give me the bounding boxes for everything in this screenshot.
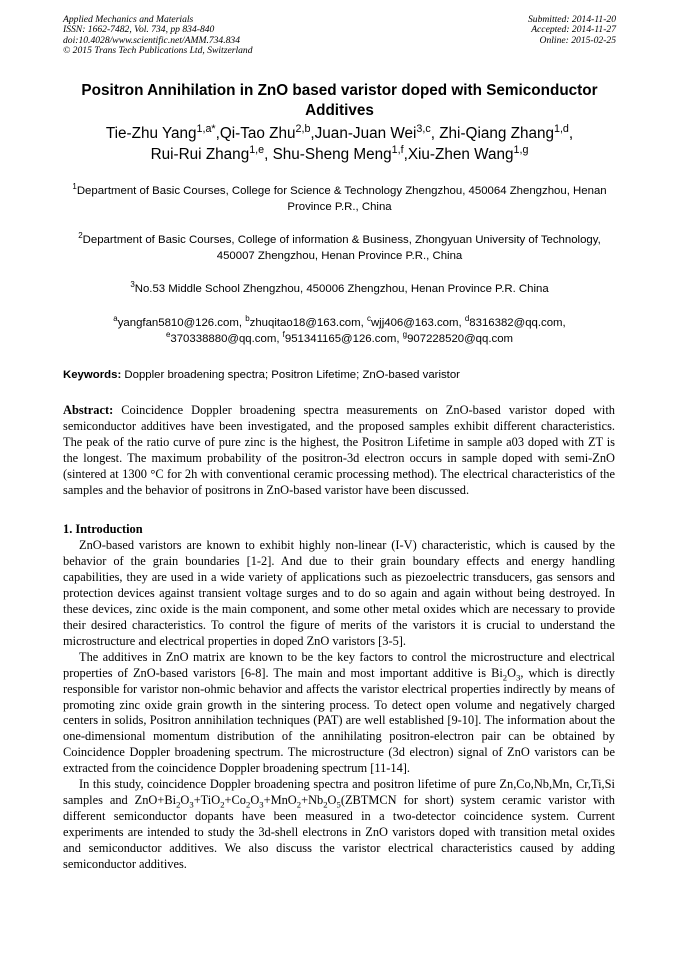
email-mark: d: [464, 314, 470, 324]
email-list: [63, 315, 616, 347]
paragraph-text: The additives in ZnO matrix are known to be the key factors to control the microstructure and electrical properties of ZnO-based varistors [6-8]. The main and most important additive is Bi: [63, 649, 615, 680]
email-address: zhuqitao18@163.com: [249, 317, 361, 329]
author-name: Zhi-Qiang Zhang: [439, 125, 554, 142]
email-separator: ,: [458, 317, 465, 329]
abstract: [63, 403, 615, 499]
issn-line: ISSN: 1662-7482, Vol. 734, pp 834-840: [63, 24, 215, 36]
formula-subscript: 2: [176, 799, 181, 810]
email-separator: ,: [276, 333, 283, 345]
author-affiliation-mark: 1,g: [513, 143, 529, 156]
formula-subscript: 2: [220, 799, 225, 810]
author-affiliation-mark: 1,a*: [196, 122, 216, 135]
email-separator: ,: [360, 317, 367, 329]
paragraph-text: +MnO: [263, 793, 297, 808]
paragraph-text: O: [327, 793, 337, 808]
abstract-label: Abstract:: [63, 403, 114, 417]
email-separator: ,: [396, 333, 403, 345]
accepted-date: Accepted: 2014-11-27: [531, 24, 616, 36]
keywords-text: Doppler broadening spectra; Positron Lifetime; ZnO-based varistor: [124, 369, 460, 381]
submission-dates: [528, 15, 616, 46]
email-address: 370338880@qq.com: [170, 333, 277, 345]
author-name: Xiu-Zhen Wang: [407, 145, 514, 163]
email-mark: g: [402, 330, 408, 340]
paragraph: [63, 538, 615, 650]
email-address: yangfan5810@126.com: [117, 317, 239, 329]
formula-subscript: 2: [502, 672, 508, 683]
author-name: Tie-Zhu Yang: [105, 125, 197, 142]
email-address: 907228520@qq.com: [407, 333, 514, 345]
email-address: 8316382@qq.com: [469, 317, 563, 329]
affiliation-text: Department of Basic Courses, College of information & Business, Zhongyuan University of Technology, 450007 Zhengzhou, Henan Province P.R., China: [82, 234, 601, 262]
formula-subscript: 3: [516, 672, 521, 683]
affiliation-1: [63, 183, 616, 215]
online-date: Online: 2015-02-25: [539, 34, 616, 46]
paragraph-text: ZnO-based varistors are known to exhibit highly non-linear (I-V) characteristic, which is caused by the behavior of the grain boundaries [1-2]. And due to their grain boundary effects and energy handling capabilities, they are used in a wide variety of applications such as piezoelectric transducers, gas sensors and protection devices against transient voltage surges and to do so again and again without being destroyed. In these devices, zinc oxide is the main component, and some other metal oxides which are necessary to provide their desired characteristics. To control the figure of merits of the varistors it is crucial to understand the microstructure and electrical properties in doped ZnO varistors [3-5].: [63, 538, 615, 648]
author-separator: ,: [264, 145, 273, 163]
affiliation-number: 1: [72, 182, 77, 192]
keywords: [63, 367, 616, 383]
affiliation-2: [63, 232, 616, 264]
email-address: 951341165@126.com: [284, 333, 397, 345]
email-mark: a: [113, 314, 118, 324]
abstract-text: Coincidence Doppler broadening spectra measurements on ZnO-based varistor doped with semiconductor additives have been investigated, and the proposed samples exhibit different characteristics. The peak of the ratio curve of pure zinc is the highest, the Positron Lifetime in sample a03 doped with ZT is the longest. The maximum probability of the positron-3d electron occurs in sample doped with semi-ZnO (sintered at 1300 °C for 2h with conventional ceramic processing method). The electrical characteristics of the samples and the behavior of positrons in ZnO-based varistor have been discussed.: [63, 403, 615, 497]
affiliation-number: 3: [130, 280, 135, 290]
journal-name: Applied Mechanics and Materials: [63, 14, 194, 25]
paragraph: [63, 650, 615, 778]
formula-subscript: 2: [245, 799, 251, 810]
author-separator: ,: [310, 125, 315, 142]
email-separator: ,: [238, 317, 246, 329]
formula-subscript: 2: [296, 799, 302, 810]
email-mark: c: [366, 314, 371, 324]
keywords-label: Keywords:: [63, 369, 122, 381]
paper-title: Positron Annihilation in ZnO based varistor doped with Semiconductor Additives: [81, 82, 598, 119]
paragraph-text: In this study, coincidence Doppler broadening spectra and positron lifetime of pure Zn,Co,Nb,Mn, Cr,Ti,Si samples and ZnO+Bi: [63, 777, 615, 808]
author-name: Shu-Sheng Meng: [272, 145, 392, 163]
doi-line: doi:10.4028/www.scientific.net/AMM.734.834: [63, 34, 241, 46]
email-mark: e: [165, 330, 171, 340]
author-affiliation-mark: 1,f: [391, 143, 404, 156]
author-name: Qi-Tao Zhu: [219, 125, 296, 142]
author-separator: ,: [215, 125, 220, 142]
paragraph-text: +Nb: [301, 793, 324, 808]
paragraph: [63, 777, 615, 873]
paragraph-text: +Co: [224, 793, 246, 808]
author-list: [63, 124, 616, 165]
formula-subscript: 5: [336, 799, 341, 810]
affiliation-text: No.53 Middle School Zhengzhou, 450006 Zhengzhou, Henan Province P.R. China: [134, 283, 549, 295]
author-affiliation-mark: 3,c: [416, 122, 431, 135]
introduction-body: [63, 538, 615, 873]
copyright-line: © 2015 Trans Tech Publications Ltd, Switzerland: [63, 45, 253, 57]
affiliation-number: 2: [78, 231, 83, 241]
submitted-date: Submitted: 2014-11-20: [527, 14, 616, 25]
author-separator: ,: [568, 125, 574, 142]
affiliation-3: [63, 281, 616, 297]
email-mark: b: [245, 314, 250, 324]
paragraph-text: (ZBTMCN for short) system ceramic varistor with different semiconductor dopants have been measured in a two-detector coincidence system. Current experiments are intended to study the 3d-shell electrons in ZnO varistors doped with transition metal oxides and semiconductor additives. We also discuss the varistor electrical characteristics caused by adding semiconductor additives.: [63, 793, 615, 872]
formula-subscript: 2: [323, 799, 328, 810]
affiliation-text: Department of Basic Courses, College for Science & Technology Zhengzhou, 450064 Zhengzhou, Henan Province P.R., China: [76, 185, 607, 213]
email-address: wjj406@163.com: [370, 317, 459, 329]
author-affiliation-mark: 2,b: [295, 122, 311, 135]
paragraph-text: +TiO: [193, 793, 221, 808]
formula-subscript: 3: [259, 799, 264, 810]
paragraph-text: O: [507, 665, 517, 680]
formula-subscript: 3: [189, 799, 194, 810]
email-separator: ,: [562, 317, 566, 329]
email-mark: f: [282, 330, 285, 340]
author-separator: ,: [430, 125, 440, 142]
author-affiliation-mark: 1,e: [249, 143, 265, 156]
paragraph-text: , which is directly responsible for varistor non-ohmic behavior and affects the varistor electrical properties indirectly by means of promoting zinc oxide grain growth in the sintering process. To detect open volume and negatively charged centers in solids, Positron annihilation techniques (PAT) are well established [9-10]. The information about the one-dimensional momentum distribution of the annihilating positron-electron pair can be obtained by Coincidence Doppler broadening spectrum. The microstructure (3d electron) signal of ZnO varistors can be extracted from the coincidence Doppler broadening spectrum [11-14].: [63, 665, 615, 776]
section-heading: 1. Introduction: [63, 522, 143, 536]
author-affiliation-mark: 1,d: [554, 122, 569, 135]
paragraph-text: O: [250, 793, 260, 808]
author-name: Rui-Rui Zhang: [150, 145, 250, 163]
journal-info: [63, 15, 253, 57]
paragraph-text: O: [180, 793, 190, 808]
author-separator: ,: [403, 145, 408, 163]
author-name: Juan-Juan Wei: [314, 125, 417, 142]
